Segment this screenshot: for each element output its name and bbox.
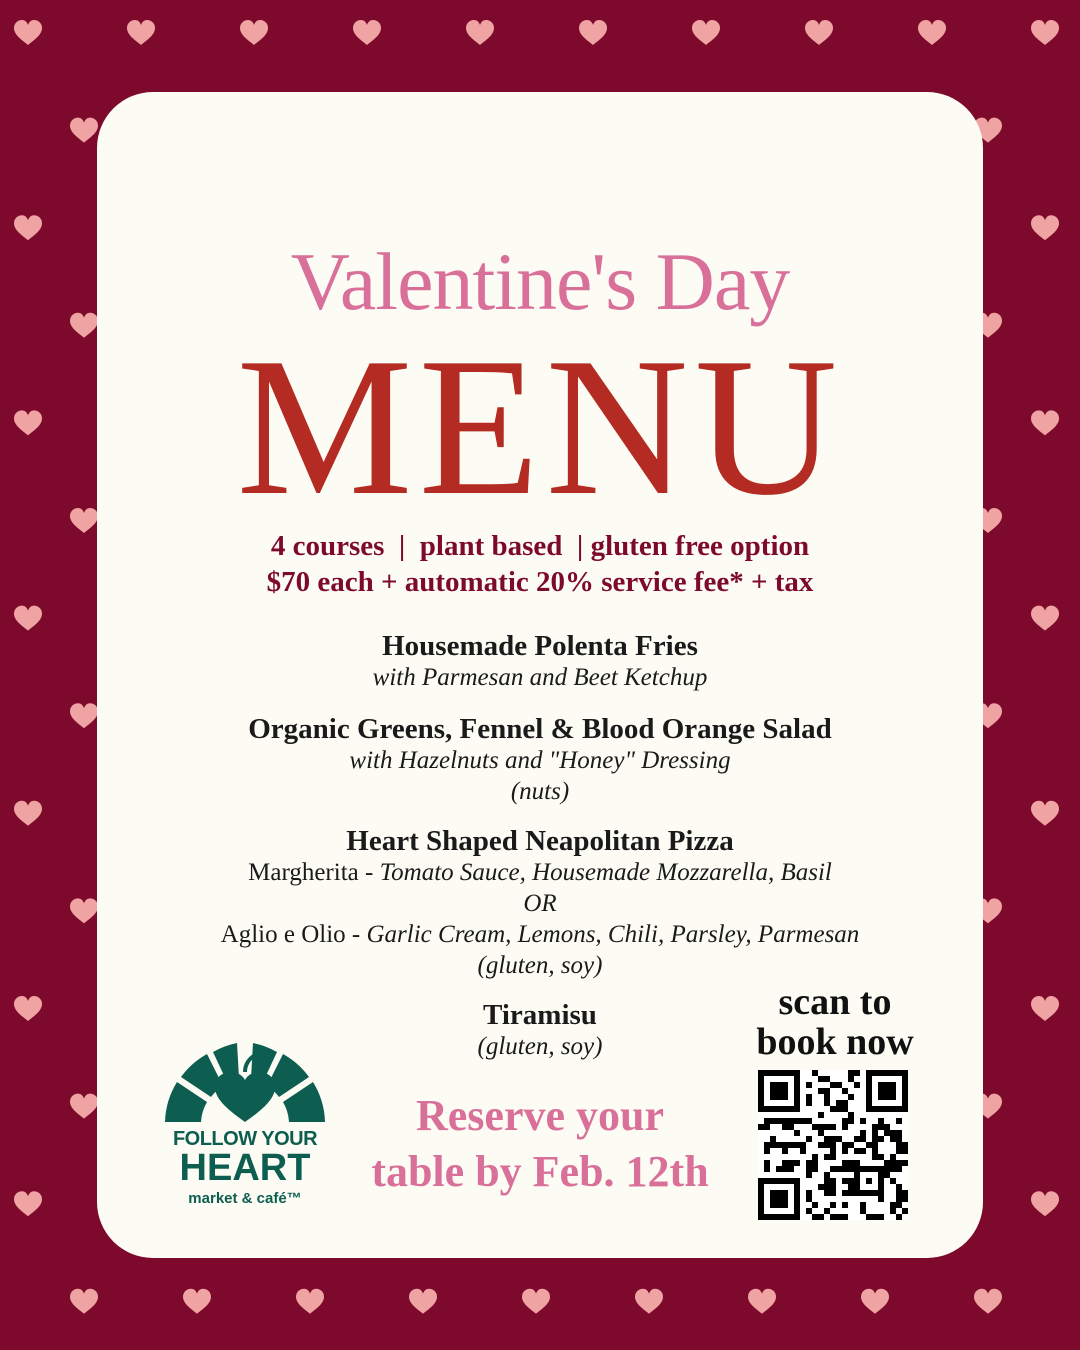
heart-icon xyxy=(296,1289,324,1314)
heart-icon xyxy=(70,1094,98,1119)
heart-icon xyxy=(918,20,946,45)
logo-line-market-cafe: market & café™ xyxy=(188,1190,302,1207)
course-item xyxy=(97,630,983,693)
heart-icon xyxy=(70,703,98,728)
option-separator: OR xyxy=(523,890,557,917)
heart-icon xyxy=(14,1191,42,1216)
allergen-note: (gluten, soy) xyxy=(477,952,603,979)
heart-icon xyxy=(183,1289,211,1314)
scan-line-2: book now xyxy=(756,1021,914,1063)
heart-icon xyxy=(70,313,98,338)
pizza-option-margherita xyxy=(97,857,983,888)
heart-icon xyxy=(70,508,98,533)
heart-icon xyxy=(1031,215,1059,240)
course-name: Tiramisu xyxy=(483,999,597,1031)
course-item xyxy=(97,713,983,807)
heart-icon xyxy=(14,410,42,435)
scan-line-1: scan to xyxy=(778,981,892,1023)
heart-icon xyxy=(692,20,720,45)
heart-icon xyxy=(579,20,607,45)
reserve-line-1: Reserve your xyxy=(415,1091,664,1140)
heart-icon xyxy=(127,20,155,45)
heart-sunburst-logo-icon xyxy=(155,1040,335,1125)
reserve-notice xyxy=(360,1088,720,1200)
course-item xyxy=(97,825,983,981)
heart-icon xyxy=(409,1289,437,1314)
pizza-option-aglio-e-olio xyxy=(97,919,983,950)
heart-icon xyxy=(1031,20,1059,45)
option-name: Margherita - xyxy=(248,859,380,886)
heart-icon xyxy=(635,1289,663,1314)
heart-icon xyxy=(861,1289,889,1314)
follow-your-heart-logo xyxy=(155,1040,335,1215)
menu-info xyxy=(97,528,983,600)
scan-prompt xyxy=(735,982,935,1062)
info-line-courses: 4 courses | plant based | gluten free option xyxy=(270,530,810,562)
allergen-note: (nuts) xyxy=(510,778,570,805)
heart-icon xyxy=(1031,996,1059,1021)
reserve-line-2: table by Feb. 12th xyxy=(371,1147,709,1196)
heart-icon xyxy=(805,20,833,45)
title-menu: MENU xyxy=(236,317,844,536)
heart-icon xyxy=(70,1289,98,1314)
course-name: Heart Shaped Neapolitan Pizza xyxy=(346,825,734,857)
logo-line-heart: HEART xyxy=(179,1147,311,1189)
heart-icon xyxy=(1031,606,1059,631)
option-name: Aglio e Olio - xyxy=(220,921,367,948)
heart-icon xyxy=(70,118,98,143)
heart-icon xyxy=(1031,410,1059,435)
course-description: with Parmesan and Beet Ketchup xyxy=(372,664,708,691)
title-valentines-day: Valentine's Day xyxy=(290,236,790,327)
logo-line-follow-your: FOLLOW YOUR xyxy=(172,1128,318,1150)
heart-icon xyxy=(14,606,42,631)
heart-icon xyxy=(1031,1191,1059,1216)
heart-icon xyxy=(353,20,381,45)
heart-icon xyxy=(14,801,42,826)
allergen-note: (gluten, soy) xyxy=(477,1033,603,1060)
heart-icon xyxy=(466,20,494,45)
info-line-price: $70 each + automatic 20% service fee* + tax xyxy=(266,566,814,598)
heart-icon xyxy=(522,1289,550,1314)
heart-icon xyxy=(1031,801,1059,826)
heart-icon xyxy=(14,215,42,240)
heart-icon xyxy=(70,898,98,923)
qr-code-icon[interactable] xyxy=(758,1070,908,1220)
heart-icon xyxy=(14,996,42,1021)
course-name: Organic Greens, Fennel & Blood Orange Salad xyxy=(248,713,832,745)
heart-icon xyxy=(240,20,268,45)
course-description: with Hazelnuts and "Honey" Dressing xyxy=(349,747,731,774)
heart-icon xyxy=(748,1289,776,1314)
option-description: Tomato Sauce, Housemade Mozzarella, Basil xyxy=(379,859,832,886)
course-name: Housemade Polenta Fries xyxy=(382,630,698,662)
option-description: Garlic Cream, Lemons, Chili, Parsley, Parmesan xyxy=(366,921,860,948)
heart-icon xyxy=(974,1289,1002,1314)
heart-icon xyxy=(14,20,42,45)
